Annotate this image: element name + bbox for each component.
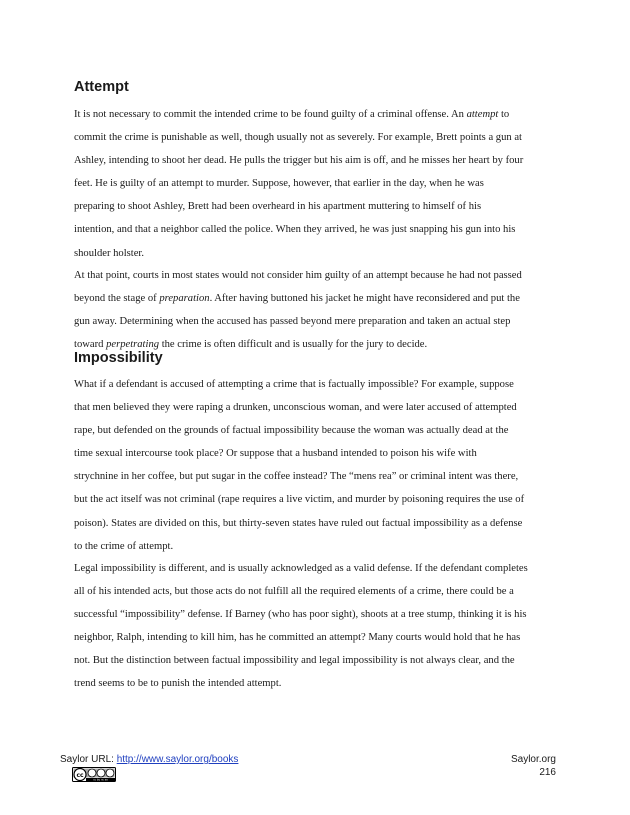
text-line: poison). States are divided on this, but thirty-seven states have ruled out factual impossibility as a defense [74, 517, 523, 529]
text-line: strychnine in her coffee, but put sugar in the coffee instead? The “mens rea” or criminal intent was there, [74, 471, 519, 483]
license-badge-text: cc by nc sa [93, 778, 108, 782]
text-line: successful “impossibility” defense. If Barney (who has poor sight), shoots at a tree stump, thinking it is his [74, 609, 527, 621]
creative-commons-license-icon [72, 767, 116, 782]
emphasis: preparation [159, 293, 210, 305]
paragraph-attempt-1 [74, 103, 560, 265]
footer-site: Saylor.org [510, 754, 556, 765]
text-line: not. But the distinction between factual impossibility and legal impossibility is not always clear, and the [74, 655, 515, 667]
text-line: neighbor, Ralph, intending to kill him, has he committed an attempt? Many courts would hold that he has [74, 632, 521, 644]
text-line: beyond the stage of preparation. After having buttoned his jacket he might have reconsidered and put the [74, 293, 520, 305]
text-line: to the crime of attempt. [74, 540, 174, 552]
text-line: commit the crime is punishable as well, though usually not as severely. For example, Brett points a gun at [74, 132, 522, 144]
text-line: gun away. Determining when the accused has passed beyond mere preparation and taken an actual step [74, 316, 511, 328]
heading-impossibility: Impossibility [74, 350, 163, 366]
text-line: feet. He is guilty of an attempt to murder. Suppose, however, that earlier in the day, when he was [74, 178, 484, 190]
paragraph-impossibility-1 [74, 373, 560, 558]
text-line: rape, but defended on the grounds of factual impossibility because the woman was actually dead at the [74, 425, 509, 437]
text-line: but the act itself was not criminal (rape requires a live victim, and murder by poisoning requires the use of [74, 494, 525, 506]
text-line: At that point, courts in most states would not consider him guilty of an attempt because he had not passed [74, 270, 522, 281]
text-line: preparing to shoot Ashley, Brett had been overheard in his apartment muttering to himself of his [74, 201, 482, 213]
text-line: It is not necessary to commit the intended crime to be found guilty of a criminal offense. An attempt to [74, 109, 510, 120]
text-line: shoulder holster. [74, 247, 145, 259]
heading-attempt: Attempt [74, 79, 129, 95]
saylor-books-link[interactable]: http://www.saylor.org/books [116, 754, 239, 765]
emphasis: perpetrating [106, 339, 160, 351]
emphasis: attempt [466, 109, 499, 120]
page-number: 216 [539, 767, 556, 778]
footer-url-label: Saylor URL: [60, 754, 117, 765]
text-line: toward perpetrating the crime is often difficult and is usually for the jury to decide. [74, 339, 428, 351]
text-line: Ashley, intending to shoot her dead. He pulls the trigger but his aim is off, and he misses her heart by four [74, 155, 524, 167]
text-line: time sexual intercourse took place? Or suppose that a husband intended to poison his wife with [74, 448, 477, 460]
svg-text:cc: cc [76, 771, 84, 779]
text-line: Legal impossibility is different, and is usually acknowledged as a valid defense. If the defendant completes [74, 563, 528, 574]
text-line: intention, and that a neighbor called the police. When they arrived, he was just snapping his gun into his [74, 224, 516, 236]
footer-url [60, 754, 238, 765]
text-line: all of his intended acts, but those acts do not fulfill all the required elements of a crime, there could be a [74, 586, 514, 598]
text-line: What if a defendant is accused of attempting a crime that is factually impossible? For example, suppose [74, 379, 514, 390]
paragraph-attempt-2 [74, 264, 560, 356]
text-line: that men believed they were raping a drunken, unconscious woman, and were later accused of attempted [74, 402, 517, 414]
text-line: trend seems to be to punish the intended attempt. [74, 678, 282, 690]
paragraph-impossibility-2 [74, 557, 560, 696]
